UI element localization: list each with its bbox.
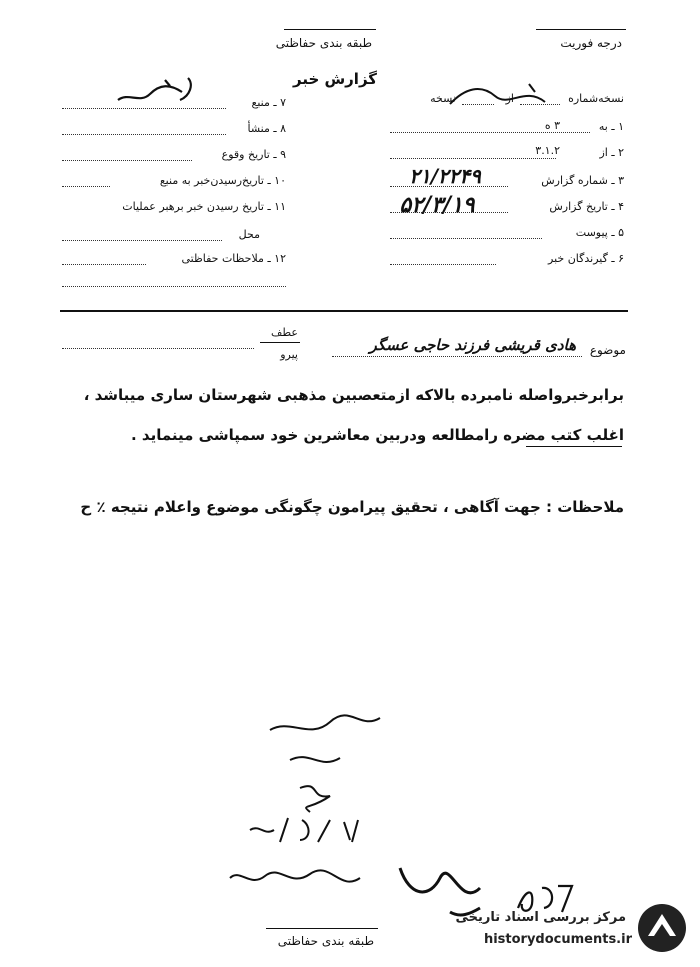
field-from-label: ۲ ـ از: [599, 146, 624, 159]
field-report-date-value: ۵۲/۳/۱۹: [399, 192, 475, 218]
classification-bottom: طبقه بندی حفاظتی: [277, 934, 374, 948]
field-occurrence-date-dots: [62, 160, 192, 161]
field-source-dots: [62, 108, 226, 109]
field-report-date-label: ۴ ـ تاریخ گزارش: [549, 200, 624, 213]
field-security-notes-dots: [62, 264, 146, 265]
urgency-rule: [536, 29, 626, 30]
subject-atf-dots: [62, 348, 254, 349]
handwritten-copy-mark: [445, 80, 555, 110]
subject-dots: [332, 356, 582, 357]
field-attachment-dots: [390, 238, 542, 239]
field-attachment-label: ۵ ـ پیوست: [575, 226, 624, 239]
field-received-source-label: ۱۰ ـ تاریخ‌رسیدن‌خبر به منبع: [159, 174, 286, 187]
document-title: گزارش خبر: [292, 70, 378, 88]
field-source-label: ۷ ـ منبع: [251, 96, 286, 109]
field-occurrence-date-label: ۹ ـ تاریخ وقوع: [221, 148, 286, 161]
classification-top-rule: [284, 29, 376, 30]
body-line-1: برابرخبرواصله نامبرده بالاکه ازمتعصبین مذهبی شهرستان ساری میباشد ،: [83, 386, 624, 404]
subject-atf-label: عطف: [271, 326, 298, 339]
field-location-label: محل: [238, 228, 260, 241]
copy-nosakhe-label: نسخه: [430, 92, 456, 105]
field-report-number-value: ۲۱/۲۲۴۹: [409, 164, 481, 188]
subject-value: هادی قریشی فرزند حاجی عسگر: [369, 336, 576, 354]
watermark-url: historydocuments.ir: [483, 932, 632, 947]
field-origin-dots: [62, 134, 226, 135]
handwritten-annotation: [240, 700, 400, 860]
field-from-dots: [390, 158, 556, 159]
field-recipients-label: ۶ ـ گیرندگان خبر: [548, 252, 624, 265]
field-location-dots: [62, 240, 222, 241]
body-underline: [526, 446, 622, 447]
handwritten-code-mark: [110, 70, 200, 112]
section-divider: [60, 310, 628, 312]
copy-number-label: نسخه‌شماره: [568, 92, 624, 105]
classification-bottom-rule: [266, 928, 378, 929]
field-security-notes-label: ۱۲ ـ ملاحظات حفاظتی: [181, 252, 286, 265]
field-from-value: ۳.۱.۲: [535, 144, 560, 157]
field-security-notes-dots-2: [62, 286, 286, 287]
field-to-label: ۱ ـ به: [598, 120, 624, 133]
subject-fraction-rule: [260, 342, 300, 343]
field-report-number-label: ۳ ـ شماره گزارش: [541, 174, 624, 187]
subject-label: موضوع: [589, 343, 626, 357]
field-received-source-dots: [62, 186, 110, 187]
field-origin-label: ۸ ـ منشأ: [247, 122, 286, 135]
subject-peyro-label: پیرو: [280, 348, 298, 361]
watermark-title: مرکز بررسی اسناد تاریخی: [455, 910, 626, 925]
field-to-dots: [390, 132, 590, 133]
body-line-2: اغلب کتب مضره رامطالعه ودربین معاشرین خود سمپاشی مینماید .: [130, 426, 624, 444]
watermark-logo-icon: [636, 902, 688, 954]
field-received-leader-label: ۱۱ ـ تاریخ رسیدن خبر برهبر عملیات: [122, 200, 286, 213]
copy-az-label: از: [505, 92, 514, 105]
field-to-value: ۳ ه: [544, 119, 560, 132]
remarks-text: ملاحظات : جهت آگاهی ، تحقیق پیرامون چگونگی موضوع واعلام نتیجه ٪ ح: [80, 498, 624, 516]
field-recipients-dots: [390, 264, 496, 265]
urgency-label: درجه فوریت: [560, 36, 622, 50]
classification-top: طبقه بندی حفاظتی: [275, 36, 372, 50]
